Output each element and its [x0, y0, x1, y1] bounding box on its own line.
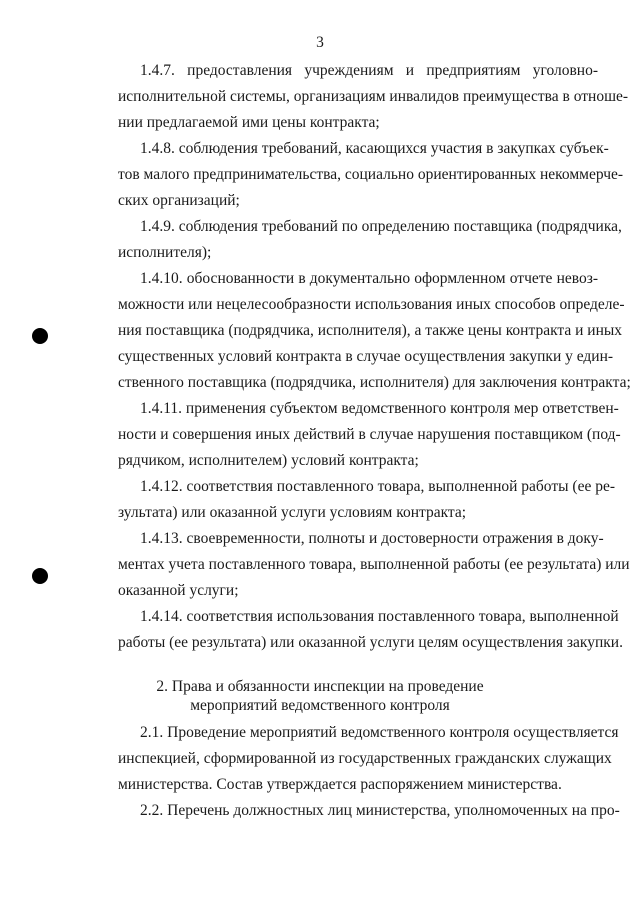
text-line: 1.4.12. соответствия поставленного товара, выполненной работы (ее ре-: [140, 478, 616, 495]
text-line: 1.4.10. обоснованности в документально оформленном отчете невоз-: [140, 270, 598, 287]
text-line: существенных условий контракта в случае осуществления закупки у един-: [118, 348, 614, 365]
text-line: оказанной услуги;: [118, 582, 239, 599]
text-line: исполнительной системы, организациям инвалидов преимущества в отноше-: [118, 88, 629, 105]
punch-hole-mark: [32, 568, 48, 584]
text-line: 1.4.13. своевременности, полноты и достоверности отражения в доку-: [140, 530, 604, 547]
text-line: зультата) или оказанной услуги условиям контракта;: [118, 504, 467, 521]
text-line: исполнителя);: [118, 244, 212, 261]
text-line: 1.4.11. применения субъектом ведомственного контроля мер ответствен-: [140, 400, 619, 417]
section-heading-line-2: мероприятий ведомственного контроля: [190, 697, 450, 714]
text-line: 2.2. Перечень должностных лиц министерства, уполномоченных на про-: [140, 802, 620, 819]
text-line: ских организаций;: [118, 192, 240, 209]
text-line: ментах учета поставленного товара, выполненной работы (ее результата) или: [118, 556, 630, 573]
text-line: рядчиком, исполнителем) условий контракта;: [118, 452, 419, 469]
text-line: инспекцией, сформированной из государственных гражданских служащих: [118, 750, 612, 767]
text-line: можности или нецелесообразности использования иных способов определе-: [118, 296, 625, 313]
page-number: 3: [316, 34, 324, 51]
text-line: министерства. Состав утверждается распоряжением министерства.: [118, 776, 562, 793]
section-heading-line-1: 2. Права и обязанности инспекции на проведение: [156, 678, 484, 695]
text-line: ния поставщика (подрядчика, исполнителя), а также цены контракта и иных: [118, 322, 623, 339]
text-line: ственного поставщика (подрядчика, исполнителя) для заключения контракта;: [118, 374, 631, 391]
text-line: 1.4.8. соблюдения требований, касающихся участия в закупках субъек-: [140, 140, 609, 157]
text-line: нии предлагаемой ими цены контракта;: [118, 114, 380, 131]
text-line: 1.4.9. соблюдения требований по определению поставщика (подрядчика,: [140, 218, 622, 235]
text-line: 1.4.14. соответствия использования поставленного товара, выполненной: [140, 608, 619, 625]
punch-hole-mark: [32, 328, 48, 344]
text-line: тов малого предпринимательства, социально ориентированных некоммерче-: [118, 166, 624, 183]
text-line: 1.4.7. предоставления учреждениям и предприятиям уголовно-: [140, 62, 598, 79]
text-line: 2.1. Проведение мероприятий ведомственного контроля осуществляется: [140, 724, 619, 741]
text-line: работы (ее результата) или оказанной услуги целям осуществления закупки.: [118, 634, 623, 651]
text-line: ности и совершения иных действий в случае нарушения поставщиком (под-: [118, 426, 621, 443]
